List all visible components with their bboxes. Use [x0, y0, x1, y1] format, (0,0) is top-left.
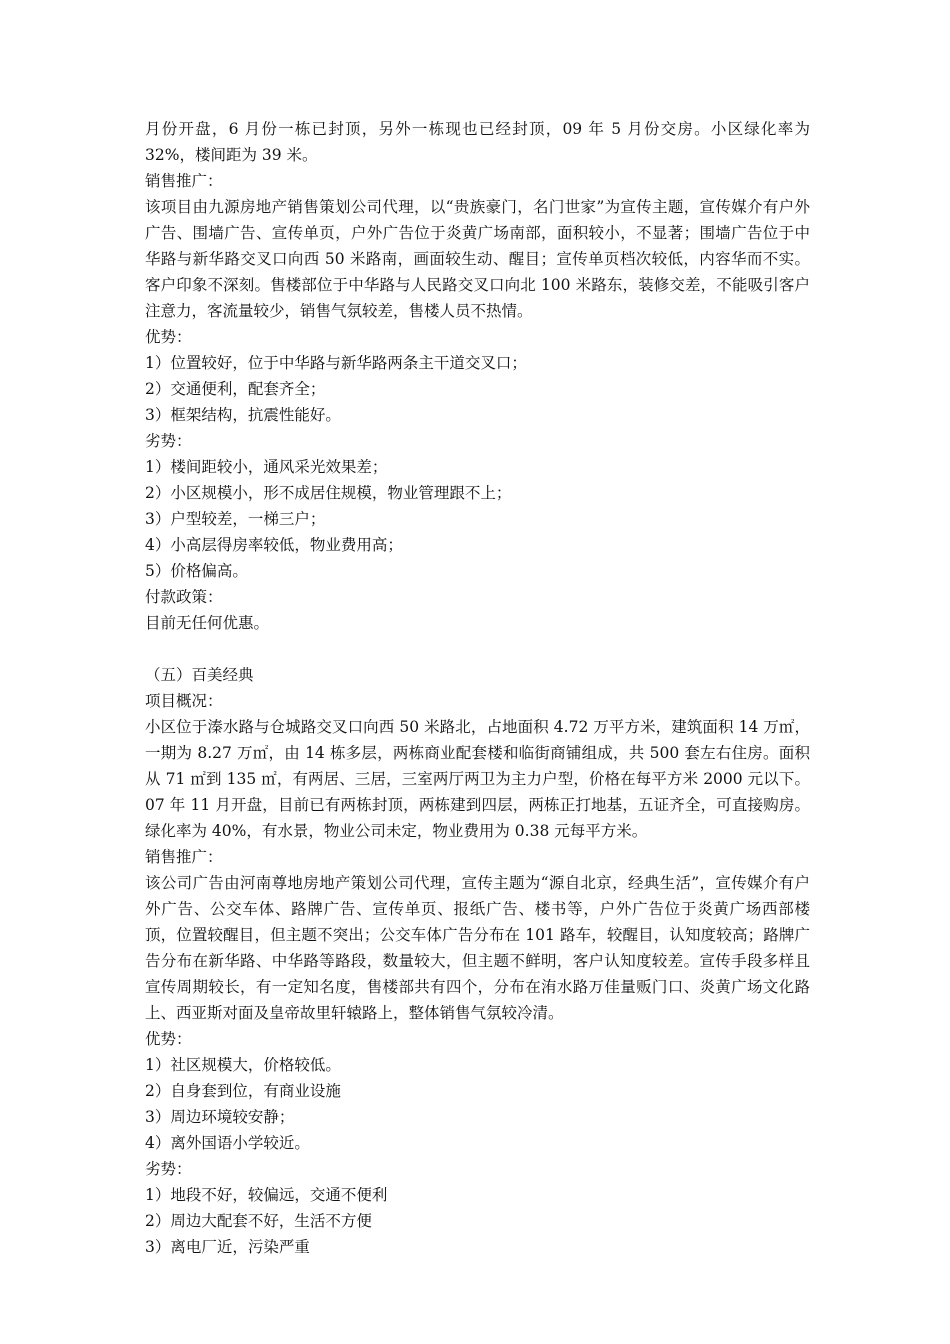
section-a-promo-heading: 销售推广：: [145, 172, 223, 190]
section-b-overview-text: 小区位于溱水路与仓城路交叉口向西 50 米路北，占地面积 4.72 万平方米，建筑面积 14 万㎡，一期为 8.27 万㎡，由 14 栋多层，两栋商业配套楼和临街商铺组成，共 500 套左右住房。面积从 71 ㎡到 135 ㎡，有两居、三居，三室两厅两卫为主力户型，价格在每平方米 2000 元以下。07 年 11 月开盘，目前已有两栋封顶，两栋建到四层，两栋正打地基，五证齐全，可直接购房。绿化率为 40%，有水景，物业公司未定，物业费用为 0.38 元每平方米。: [145, 718, 810, 840]
section-b-promo-heading: 销售推广：: [145, 848, 223, 866]
section-a-disadvantage-item: 2）小区规模小，形不成居住规模，物业管理跟不上；: [145, 484, 512, 502]
section-b-title: （五）百美经典: [145, 666, 254, 684]
section-a-advantage-item: 2）交通便利，配套齐全；: [145, 380, 326, 398]
section-a-intro: 月份开盘，6 月份一栋已封顶，另外一栋现也已经封顶，09 年 5 月份交房。小区绿化率为 32%，楼间距为 39 米。: [145, 120, 810, 164]
section-a-promo-text: 该项目由九源房地产销售策划公司代理，以“贵族豪门，名门世家”为宣传主题，宣传媒介有户外广告、围墙广告、宣传单页，户外广告位于炎黄广场南部，面积较小，不显著；围墙广告位于中华路与新华路交叉口向西 50 米路南，画面较生动、醒目；宣传单页档次较低，内容华而不实。客户印象不深刻。售楼部位于中华路与人民路交叉口向北 100 米路东，装修交差，不能吸引客户注意力，客流量较少，销售气氛较差，售楼人员不热情。: [145, 198, 810, 320]
section-b-disadvantage-item: 2）周边大配套不好，生活不方便: [145, 1212, 372, 1230]
section-a-disadvantage-item: 5）价格偏高。: [145, 562, 248, 580]
section-b-disadvantage-item: 1）地段不好，较偏远，交通不便利: [145, 1186, 388, 1204]
section-b-disadvantages-heading: 劣势：: [145, 1160, 192, 1178]
blank-line: [145, 636, 810, 662]
section-b-advantage-item: 2）自身套到位，有商业设施: [145, 1082, 341, 1100]
section-a-disadvantage-item: 4）小高层得房率较低，物业费用高；: [145, 536, 403, 554]
section-b-advantage-item: 4）离外国语小学较近。: [145, 1134, 310, 1152]
section-b-overview-heading: 项目概况：: [145, 692, 223, 710]
section-a-disadvantage-item: 3）户型较差，一梯三户；: [145, 510, 326, 528]
section-a-payment-text: 目前无任何优惠。: [145, 614, 270, 632]
section-b-advantage-item: 1）社区规模大，价格较低。: [145, 1056, 341, 1074]
section-b-advantages-heading: 优势：: [145, 1030, 192, 1048]
document-page: [145, 116, 810, 1260]
section-b-disadvantage-item: 3）离电厂近，污染严重: [145, 1238, 310, 1256]
section-a-advantages-heading: 优势：: [145, 328, 192, 346]
section-b-advantage-item: 3）周边环境较安静；: [145, 1108, 295, 1126]
section-a-advantage-item: 1）位置较好，位于中华路与新华路两条主干道交叉口；: [145, 354, 527, 372]
section-a-disadvantages-heading: 劣势：: [145, 432, 192, 450]
section-a-payment-heading: 付款政策：: [145, 588, 223, 606]
section-a-disadvantage-item: 1）楼间距较小，通风采光效果差；: [145, 458, 388, 476]
section-a-advantage-item: 3）框架结构，抗震性能好。: [145, 406, 341, 424]
section-b-promo-text: 该公司广告由河南尊地房地产策划公司代理，宣传主题为“源自北京，经典生活”，宣传媒介有户外广告、公交车体、路牌广告、宣传单页、报纸广告、楼书等，户外广告位于炎黄广场西部楼顶，位置较醒目，但主题不突出；公交车体广告分布在 101 路车，较醒目，认知度较高；路牌广告分布在新华路、中华路等路段，数量较大，但主题不鲜明，客户认知度较差。宣传手段多样且宣传周期较长，有一定知名度，售楼部共有四个，分布在洧水路万佳量贩门口、炎黄广场文化路上、西亚斯对面及皇帝故里轩辕路上，整体销售气氛较冷清。: [145, 874, 810, 1022]
